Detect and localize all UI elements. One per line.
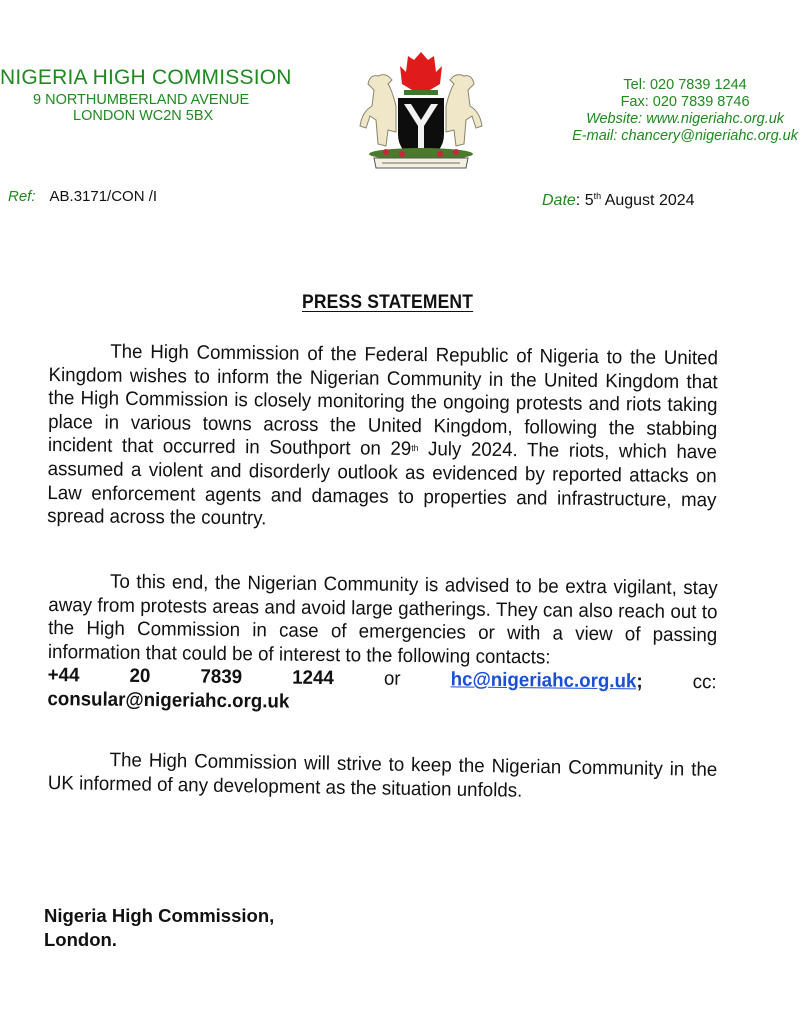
paragraph-1-text-b: July 2024. The riots, which have assumed a violent and disorderly outlook as evidenced by reported attacks on Law enforcement agents and damages to properties and infrastructure, may spread across the country. — [47, 438, 718, 530]
date — [542, 192, 695, 210]
paragraph-1 — [47, 340, 718, 536]
paragraph-1-sup: th — [411, 443, 419, 454]
signature-block — [44, 904, 274, 952]
contact-block — [572, 77, 798, 145]
telephone: Tel: 020 7839 1244 — [623, 77, 747, 93]
organization-name: NIGERIA HIGH COMMISSION — [0, 66, 292, 89]
phone-part-2: 20 — [129, 665, 151, 688]
email-link[interactable]: E-mail: chancery@nigeriahc.org.uk — [572, 128, 798, 144]
eagle-crest — [400, 52, 442, 95]
left-horse — [360, 75, 396, 146]
semicolon: ; — [636, 670, 643, 693]
date-suffix: th — [593, 191, 602, 201]
phone-part-3: 7839 — [200, 666, 243, 689]
coat-of-arms-icon — [348, 46, 494, 172]
reference — [8, 188, 157, 205]
paragraph-2 — [47, 570, 718, 719]
right-horse — [446, 75, 482, 146]
address-line-2: LONDON WC2N 5BX — [73, 108, 214, 124]
date-colon: : — [575, 192, 581, 209]
hc-email-link[interactable]: hc@nigeriahc.org.uk — [450, 668, 637, 693]
address-line-1: 9 NORTHUMBERLAND AVENUE — [33, 92, 250, 108]
phone-part-1: +44 — [47, 664, 80, 687]
reference-value: AB.3171/CON /I — [49, 188, 158, 205]
date-day: 5 — [584, 192, 594, 209]
fax: Fax: 020 7839 8746 — [620, 94, 750, 110]
signature-line-1: Nigeria High Commission, — [44, 905, 275, 926]
cc-label: cc: — [692, 671, 717, 694]
phone-part-4: 1244 — [292, 667, 334, 690]
reference-label: Ref: — [8, 188, 36, 205]
website-link[interactable]: Website: www.nigeriahc.org.uk — [586, 111, 785, 127]
consular-email: consular@nigeriahc.org.uk — [47, 687, 290, 713]
signature-line-2: London. — [44, 929, 117, 950]
paragraph-3: The High Commission will strive to keep the Nigerian Community in the UK informed of any development as the situation unfolds. — [47, 749, 718, 802]
date-rest: August 2024 — [604, 192, 695, 209]
or-text: or — [383, 668, 401, 691]
document-title: PRESS STATEMENT — [302, 292, 474, 313]
date-label: Date — [542, 192, 576, 209]
paragraph-2-text: To this end, the Nigerian Community is advised to be extra vigilant, stay away from protests areas and avoid large gatherings. They can also reach out to the High Commission in case of emergencies or with a view of passing information that could be of interest to the following contacts: — [47, 570, 718, 669]
paragraph-1-text-a: The High Commission of the Federal Republic of Nigeria to the United Kingdom wishes to inform the Nigerian Community in the United Kingdom that the High Commission is closely monitoring the ongoing protests and riots taking place in various towns across the United Kingdom, following the stabbing incident that occurred in Southport on 29 — [47, 340, 719, 461]
